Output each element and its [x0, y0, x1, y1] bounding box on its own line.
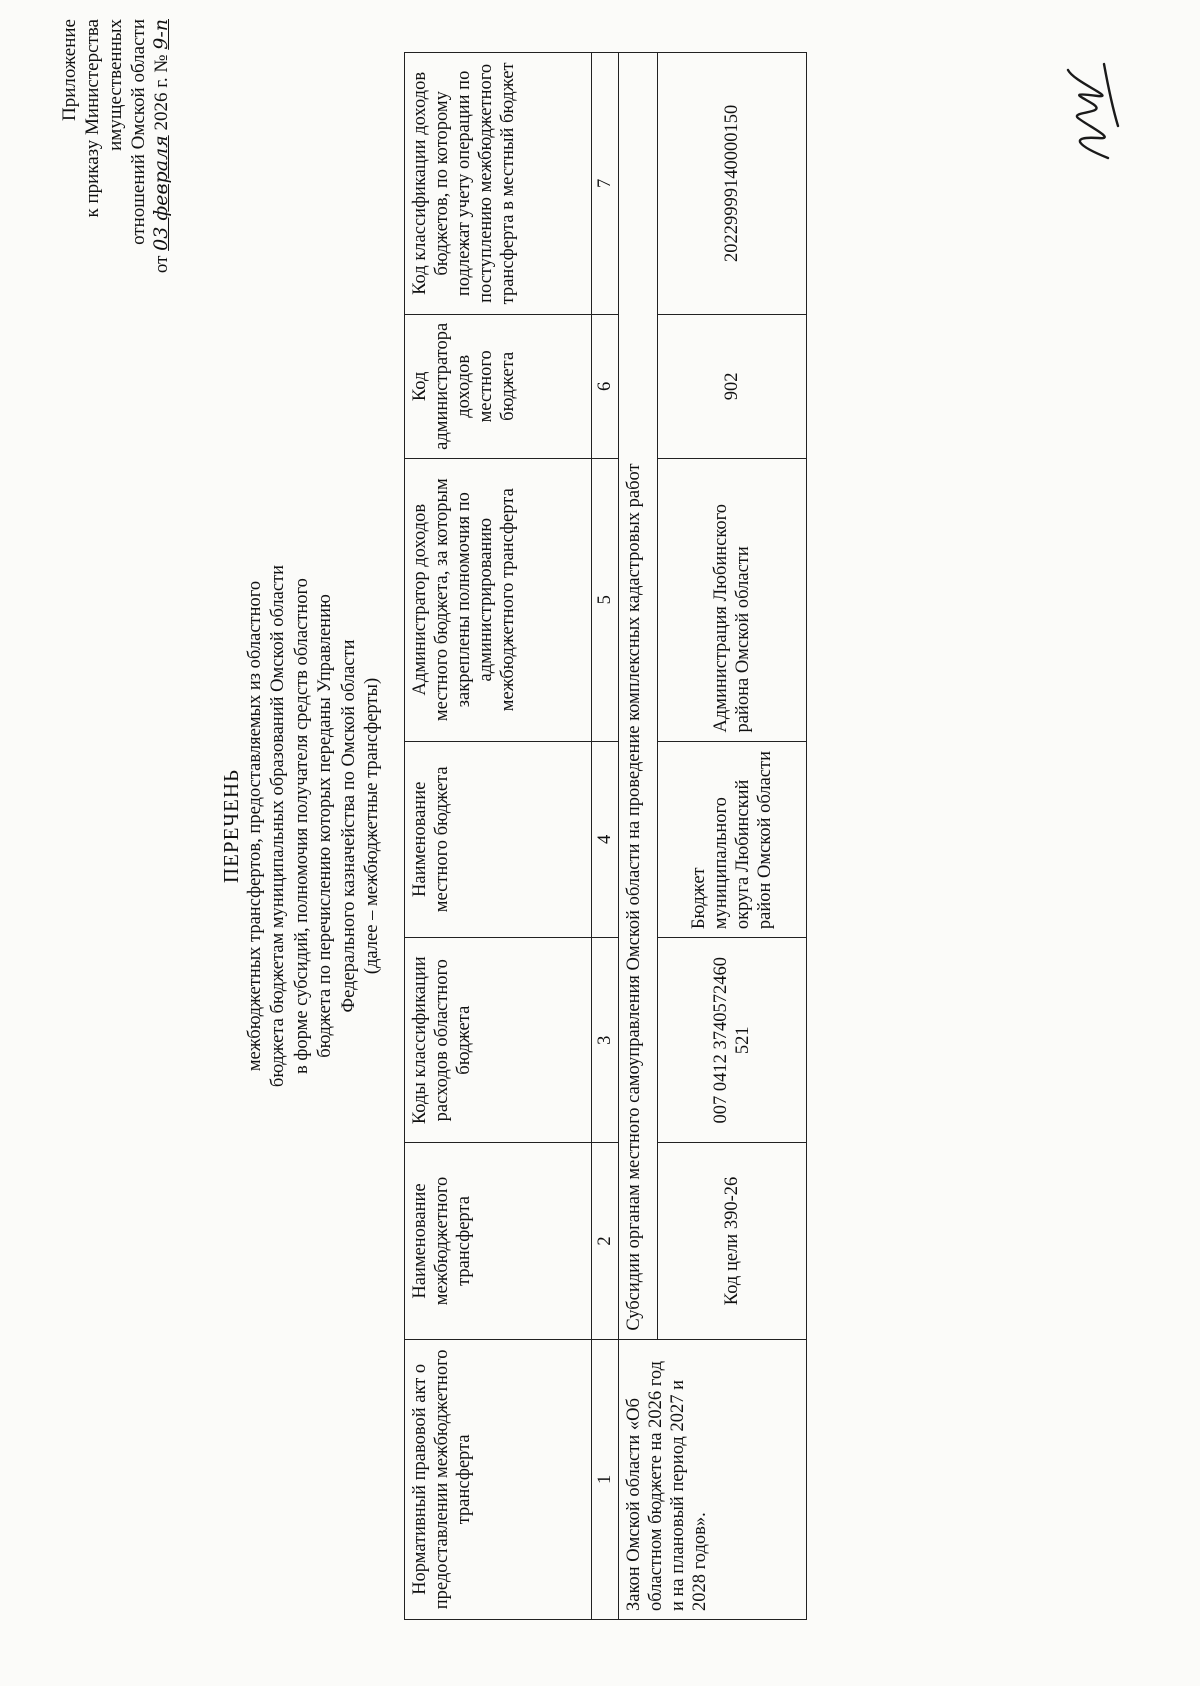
- title-line: межбюджетных трансфертов, предоставляемых из областного: [244, 580, 265, 1072]
- administrator-cell: Администрация Любинского района Омской области: [658, 458, 807, 741]
- column-number: 1: [592, 1339, 619, 1619]
- transfers-table: [404, 52, 807, 1620]
- local-budget-cell: Бюджет муниципального округа Любинский район Омской области: [658, 741, 807, 938]
- title-line: в форме субсидий, полномочия получателя средств областного: [291, 578, 312, 1074]
- subsidy-title-cell: Субсидии органам местного самоуправления Омской области на проведение комплексных кадастровых работ: [619, 53, 658, 1340]
- title-line: бюджета по перечислению которых переданы Управлению: [315, 594, 335, 1058]
- title-line: (далее – межбюджетные трансферты): [362, 677, 382, 975]
- column-number: 4: [592, 741, 619, 938]
- header-cell: Коды классификации расходов областного бюджета: [405, 938, 592, 1143]
- transfer-code-cell: Код цели 390-26: [658, 1143, 807, 1339]
- title-line: Федерального казначейства по Омской области: [338, 639, 359, 1013]
- column-number: 3: [592, 938, 619, 1143]
- document-title: [220, 206, 385, 1446]
- table-header-row: [405, 53, 592, 1620]
- expense-codes-cell: 007 0412 3740572460 521: [658, 938, 807, 1143]
- appendix-ministry-line: отношений Омской области: [128, 19, 149, 245]
- income-code-cell: 20229999140000150: [658, 53, 807, 315]
- admin-code-cell: 902: [658, 314, 807, 458]
- column-number: 2: [592, 1143, 619, 1339]
- header-cell: Наименование межбюджетного трансферта: [405, 1143, 592, 1339]
- appendix-order-line: к приказу Министерства имущественных: [82, 19, 126, 218]
- column-number-row: [592, 53, 619, 1620]
- column-number: 5: [592, 458, 619, 741]
- date-year: 2026 г. №: [151, 54, 172, 131]
- header-cell: Администратор доходов местного бюджета, за которым закреплены полномочия по администрированию межбюджетного трансферта: [405, 458, 592, 741]
- title-heading: ПЕРЕЧЕНЬ: [219, 768, 243, 884]
- header-cell: Нормативный правовой акт о предоставлении межбюджетного трансферта: [405, 1339, 592, 1619]
- appendix-date-line: [150, 19, 173, 281]
- handwritten-signature: [1038, 56, 1148, 166]
- appendix-reference: [58, 19, 173, 281]
- appendix-label: Приложение: [59, 19, 80, 121]
- date-prefix: от: [151, 255, 172, 274]
- date-handwritten: 03 февраля: [150, 135, 172, 251]
- legal-act-cell: Закон Омской области «Об областном бюджете на 2026 год и на плановый период 2027 и 2028 годов».: [619, 1339, 807, 1619]
- order-number-handwritten: 9-п: [150, 19, 172, 50]
- header-cell: Наименование местного бюджета: [405, 741, 592, 938]
- header-cell: Код администратора доходов местного бюджета: [405, 314, 592, 458]
- title-line: бюджета бюджетам муниципальных образований Омской области: [268, 564, 288, 1088]
- column-number: 7: [592, 53, 619, 315]
- column-number: 6: [592, 314, 619, 458]
- subsidy-row: [619, 53, 658, 1620]
- header-cell: Код классификации доходов бюджетов, по которому подлежат учету операции по поступлению межбюджетного трансферта в местный бюджет: [405, 53, 592, 315]
